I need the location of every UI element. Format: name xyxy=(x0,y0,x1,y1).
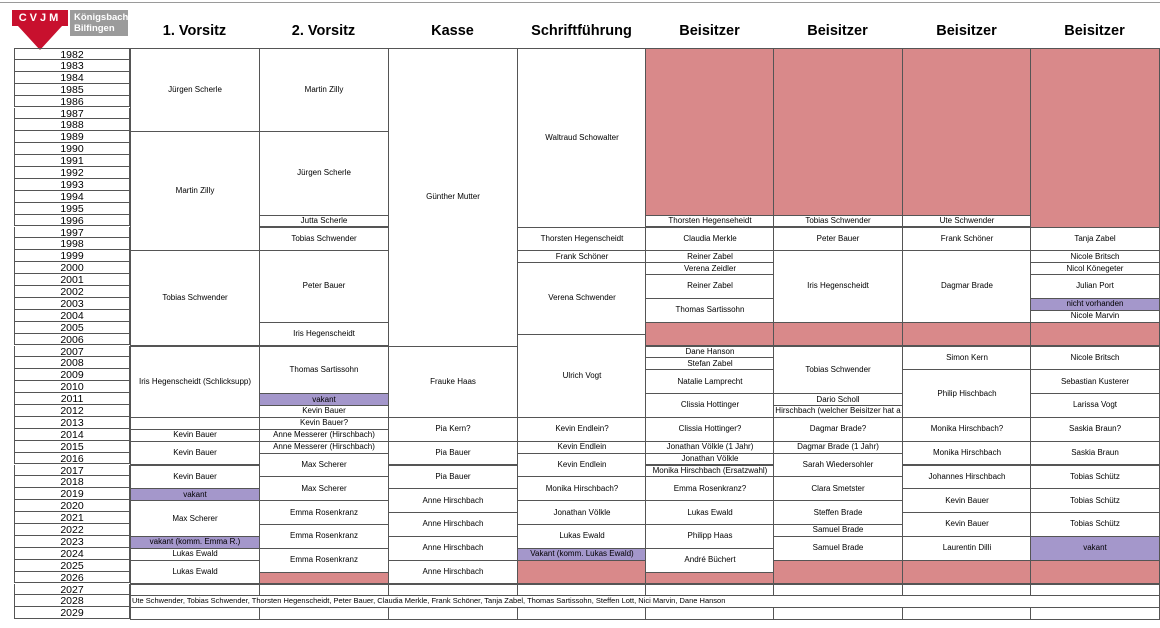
year-label: 2005 xyxy=(14,322,130,334)
empty-period-cell xyxy=(773,48,903,216)
column-header: Beisitzer xyxy=(807,23,868,39)
member-cell: Kevin Bauer xyxy=(902,512,1032,537)
year-label: 1996 xyxy=(14,215,130,227)
blank-cell xyxy=(388,607,518,620)
member-cell: Iris Hegenscheidt xyxy=(773,250,903,322)
year-label: 1998 xyxy=(14,238,130,250)
column-header: Beisitzer xyxy=(936,23,997,39)
member-cell: Reiner Zabel xyxy=(645,250,775,263)
member-cell: Emma Rosenkranz xyxy=(259,524,389,549)
member-cell: Peter Bauer xyxy=(259,250,389,322)
member-cell: Anne Messerer (Hirschbach) xyxy=(259,441,389,454)
blank-cell xyxy=(517,607,647,620)
year-label: 2013 xyxy=(14,417,130,429)
member-cell: Emma Rosenkranz xyxy=(259,500,389,525)
member-cell: Thomas Sartissohn xyxy=(645,298,775,323)
member-cell: Julian Port xyxy=(1030,274,1160,299)
vacant-cell: nicht vorhanden xyxy=(1030,298,1160,311)
member-cell: Hirschbach (welcher Beisitzer hat a xyxy=(773,405,903,418)
page-top-border xyxy=(0,2,1160,3)
member-cell: Simon Kern xyxy=(902,346,1032,371)
column-header: Beisitzer xyxy=(1064,23,1125,39)
member-cell: Jonathan Völkle xyxy=(517,500,647,525)
member-cell: Tobias Schütz xyxy=(1030,512,1160,537)
member-cell: Kevin Bauer xyxy=(130,441,260,466)
member-cell: Monika Hirschbach xyxy=(902,441,1032,466)
member-cell: Clara Smetster xyxy=(773,476,903,501)
member-cell: Anne Hirschbach xyxy=(388,560,518,585)
year-label: 2017 xyxy=(14,465,130,477)
year-label: 1991 xyxy=(14,155,130,167)
member-cell: Johannes Hirschbach xyxy=(902,465,1032,490)
year-label: 2010 xyxy=(14,381,130,393)
member-cell: Max Scherer xyxy=(130,500,260,537)
year-label: 2008 xyxy=(14,357,130,369)
empty-period-cell xyxy=(773,322,903,347)
blank-cell xyxy=(773,607,903,620)
column-header: 1. Vorsitz xyxy=(162,23,227,39)
empty-period-cell xyxy=(773,560,903,585)
year-label: 2022 xyxy=(14,524,130,536)
member-cell: Frank Schöner xyxy=(902,227,1032,252)
member-cell: Jutta Scherle xyxy=(259,215,389,228)
year-label: 2018 xyxy=(14,476,130,488)
member-cell: Samuel Brade xyxy=(773,536,903,561)
vacant-cell: Vakant (komm. Lukas Ewald) xyxy=(517,548,647,561)
member-cell: Dagmar Brade xyxy=(902,250,1032,322)
member-cell: Frank Schöner xyxy=(517,250,647,263)
member-cell: Dagmar Brade? xyxy=(773,417,903,442)
blank-cell xyxy=(645,607,775,620)
year-label: 1997 xyxy=(14,227,130,239)
member-cell: Anne Hirschbach xyxy=(388,512,518,537)
member-cell: Lukas Ewald xyxy=(130,548,260,561)
member-cell: Verena Schwender xyxy=(517,262,647,334)
year-label: 1999 xyxy=(14,250,130,262)
year-label: 2012 xyxy=(14,405,130,417)
member-cell: Max Scherer xyxy=(259,476,389,501)
member-cell: Jonathan Völkle (1 Jahr) xyxy=(645,441,775,454)
year-label: 2028 xyxy=(14,595,130,607)
member-cell: Max Scherer xyxy=(259,453,389,478)
member-cell: Saskia Braun xyxy=(1030,441,1160,466)
member-cell: Ulrich Vogt xyxy=(517,334,647,418)
cvjm-logo xyxy=(12,10,130,50)
member-cell: Tobias Schwender xyxy=(773,346,903,395)
year-label: 1985 xyxy=(14,84,130,96)
member-cell: Philip Hischbach xyxy=(902,369,1032,418)
member-cell: Pia Kern? xyxy=(388,417,518,442)
member-cell: Frauke Haas xyxy=(388,346,518,418)
member-cell: Martin Zilly xyxy=(130,131,260,251)
member-cell: Lukas Ewald xyxy=(130,560,260,585)
member-cell: Saskia Braun? xyxy=(1030,417,1160,442)
year-label: 1984 xyxy=(14,72,130,84)
member-cell: Kevin Bauer xyxy=(902,488,1032,513)
vacant-cell: vakant xyxy=(1030,536,1160,561)
year-label: 2002 xyxy=(14,286,130,298)
member-cell: Philipp Haas xyxy=(645,524,775,549)
member-cell: Steffen Brade xyxy=(773,500,903,525)
member-cell: Sarah Wiedersohler xyxy=(773,453,903,478)
member-cell: Dario Scholl xyxy=(773,393,903,406)
year-label: 1994 xyxy=(14,191,130,203)
year-label: 1990 xyxy=(14,143,130,155)
member-cell: Laurentin Dilli xyxy=(902,536,1032,561)
blank-cell xyxy=(902,607,1032,620)
empty-period-cell xyxy=(645,322,775,347)
year-label: 2004 xyxy=(14,310,130,322)
vacant-cell: vakant xyxy=(259,393,389,406)
member-cell: Clissia Hottinger xyxy=(645,393,775,418)
member-cell: Tobias Schütz xyxy=(1030,488,1160,513)
logo-name-line2: Bilfingen xyxy=(74,23,115,34)
year-label: 1995 xyxy=(14,203,130,215)
blank-cell xyxy=(130,607,260,620)
member-cell: Anne Hirschbach xyxy=(388,536,518,561)
member-cell: Dagmar Brade (1 Jahr) xyxy=(773,441,903,454)
member-cell: Larissa Vogt xyxy=(1030,393,1160,418)
empty-period-cell xyxy=(517,560,647,585)
year-label: 1983 xyxy=(14,60,130,72)
member-cell: Stefan Zabel xyxy=(645,357,775,370)
member-cell: Lukas Ewald xyxy=(645,500,775,525)
empty-period-cell xyxy=(1030,560,1160,585)
column-header: Kasse xyxy=(431,23,474,39)
member-cell: Kevin Endlein xyxy=(517,441,647,454)
member-cell: Tobias Schwender xyxy=(773,215,903,228)
member-cell: Anne Hirschbach xyxy=(388,488,518,513)
blank-cell xyxy=(259,607,389,620)
year-label: 2024 xyxy=(14,548,130,560)
member-cell: Kevin Endlein xyxy=(517,453,647,478)
member-cell: Waltraud Schowalter xyxy=(517,48,647,228)
year-label: 2003 xyxy=(14,298,130,310)
member-cell: Jonathan Völkle xyxy=(645,453,775,466)
year-label: 2025 xyxy=(14,560,130,572)
member-cell: Reiner Zabel xyxy=(645,274,775,299)
footnote-2028: Ute Schwender, Tobias Schwender, Thorsten Hegenscheidt, Peter Bauer, Claudia Merkle, Frank Schöner, Tanja Zabel, Thomas Sartissohn, Steffen Lott, Nici Marvin, Dane Hanson xyxy=(132,596,726,606)
blank-cell xyxy=(1030,607,1160,620)
member-cell: Tobias Schwender xyxy=(259,227,389,252)
column-header: Schriftführung xyxy=(531,23,632,39)
member-cell: Günther Mutter xyxy=(388,48,518,347)
year-label: 1988 xyxy=(14,119,130,131)
year-label: 1989 xyxy=(14,131,130,143)
vacant-cell: vakant (komm. Emma R.) xyxy=(130,536,260,549)
member-cell: Natalie Lamprecht xyxy=(645,369,775,394)
empty-period-cell xyxy=(645,48,775,216)
column-header: Beisitzer xyxy=(679,23,740,39)
member-cell: Tobias Schwender xyxy=(130,250,260,346)
member-cell: Kevin Bauer? xyxy=(259,417,389,430)
year-label: 2020 xyxy=(14,500,130,512)
member-cell: Monika Hirschbach (Ersatzwahl) xyxy=(645,465,775,478)
year-label: 1982 xyxy=(14,48,130,60)
member-cell: Thomas Sartissohn xyxy=(259,346,389,395)
member-cell: Clissia Hottinger? xyxy=(645,417,775,442)
member-cell: Nicole Britsch xyxy=(1030,250,1160,263)
member-cell: Monika Hirschbach? xyxy=(517,476,647,501)
member-cell: Lukas Ewald xyxy=(517,524,647,549)
member-cell: Dane Hanson xyxy=(645,346,775,359)
year-label: 2014 xyxy=(14,429,130,441)
logo-letters: CVJM xyxy=(18,12,62,24)
member-cell: Kevin Bauer xyxy=(259,405,389,418)
column-header: 2. Vorsitz xyxy=(291,23,356,39)
year-label: 2001 xyxy=(14,274,130,286)
member-cell: Nicole Britsch xyxy=(1030,346,1160,371)
year-label: 2016 xyxy=(14,453,130,465)
member-cell: Thorsten Hegenscheidt xyxy=(517,227,647,252)
member-cell: Claudia Merkle xyxy=(645,227,775,252)
member-cell: Jürgen Scherle xyxy=(130,48,260,132)
member-cell: Verena Zeidler xyxy=(645,262,775,275)
member-cell: Nicole Marvin xyxy=(1030,310,1160,323)
member-cell: Thorsten Hegenseheidt xyxy=(645,215,775,228)
member-cell: Peter Bauer xyxy=(773,227,903,252)
member-cell: Pia Bauer xyxy=(388,441,518,466)
empty-period-cell xyxy=(1030,48,1160,228)
empty-period-cell xyxy=(902,560,1032,585)
member-cell: André Büchert xyxy=(645,548,775,573)
member-cell: Kevin Endlein? xyxy=(517,417,647,442)
year-label: 1993 xyxy=(14,179,130,191)
year-label: 2026 xyxy=(14,572,130,584)
member-cell: Monika Hirschbach? xyxy=(902,417,1032,442)
member-cell: Ute Schwender xyxy=(902,215,1032,228)
year-label: 2023 xyxy=(14,536,130,548)
member-cell: Nicol Könegeter xyxy=(1030,262,1160,275)
member-cell: Jürgen Scherle xyxy=(259,131,389,215)
member-cell: Kevin Bauer xyxy=(130,465,260,490)
member-cell: Emma Rosenkranz? xyxy=(645,476,775,501)
year-label: 1986 xyxy=(14,96,130,108)
member-cell: Anne Messerer (Hirschbach) xyxy=(259,429,389,442)
year-label: 2021 xyxy=(14,512,130,524)
member-cell: Tanja Zabel xyxy=(1030,227,1160,252)
year-label: 2029 xyxy=(14,607,130,619)
logo-name-line1: Königsbach xyxy=(74,12,129,23)
member-cell: Kevin Bauer xyxy=(130,429,260,442)
logo-triangle xyxy=(18,26,62,50)
year-label: 2000 xyxy=(14,262,130,274)
empty-period-cell xyxy=(1030,322,1160,347)
year-label: 2015 xyxy=(14,441,130,453)
vacant-cell: vakant xyxy=(130,488,260,501)
member-cell: Sebastian Kusterer xyxy=(1030,369,1160,394)
member-cell: Martin Zilly xyxy=(259,48,389,132)
year-label: 2007 xyxy=(14,346,130,358)
member-cell: Samuel Brade xyxy=(773,524,903,537)
year-label: 2019 xyxy=(14,488,130,500)
empty-period-cell xyxy=(902,48,1032,216)
empty-period-cell xyxy=(902,322,1032,347)
member-cell: Iris Hegenscheidt (Schlicksupp) xyxy=(130,346,260,418)
year-label: 2006 xyxy=(14,334,130,346)
member-cell: Emma Rosenkranz xyxy=(259,548,389,573)
year-label: 2027 xyxy=(14,584,130,596)
year-label: 2009 xyxy=(14,369,130,381)
year-label: 1987 xyxy=(14,108,130,120)
member-cell: Pia Bauer xyxy=(388,465,518,490)
year-label: 1992 xyxy=(14,167,130,179)
member-cell: Tobias Schütz xyxy=(1030,465,1160,490)
year-label: 2011 xyxy=(14,393,130,405)
member-cell: Iris Hegenscheidt xyxy=(259,322,389,347)
